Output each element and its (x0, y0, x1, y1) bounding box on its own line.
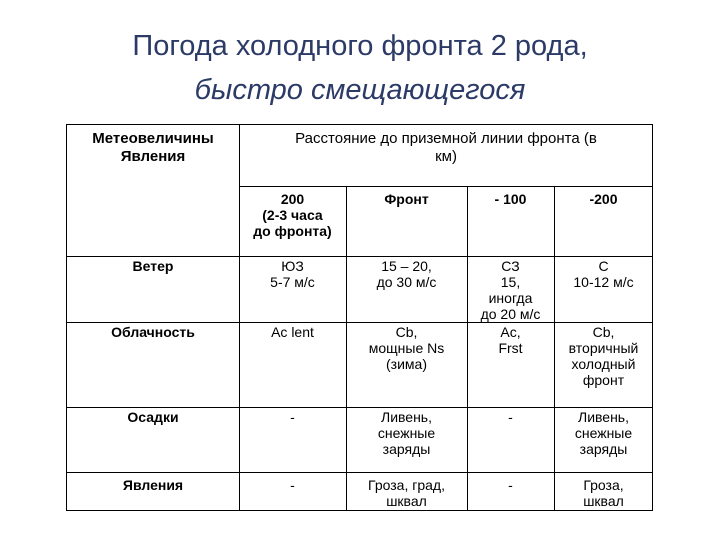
title-line-1: Погода холодного фронта 2 рода, (132, 30, 588, 62)
column-header-front: Фронт (384, 191, 429, 207)
table-rule-row-1 (67, 322, 653, 323)
table-rule-row-2 (67, 407, 653, 408)
cell-phen-front: Гроза, град, шквал (368, 477, 445, 509)
column-header-minus-200: -200 (589, 191, 618, 207)
cell-cloud-front: Cb, мощные Ns (зима) (368, 324, 445, 372)
row-label-phenomena: Явления (122, 477, 184, 493)
table-rule-column-header (67, 256, 653, 257)
cell-wind-200: ЮЗ 5-7 м/с (270, 258, 315, 290)
cell-precip-200: - (290, 409, 295, 425)
row-label-cloudiness: Облачность (111, 324, 195, 340)
cell-wind-front: 15 – 20, до 30 м/с (376, 258, 437, 290)
cell-precip-front: Ливень, снежные заряды (377, 409, 436, 457)
cell-precip-minus-200: Ливень, снежные заряды (574, 409, 633, 457)
slide-title (0, 24, 720, 112)
cell-precip-minus-100: - (508, 409, 513, 425)
cell-phen-200: - (290, 477, 295, 493)
cell-wind-minus-200: С 10-12 м/с (573, 258, 634, 290)
title-line-2: быстро смещающегося (194, 74, 526, 106)
table-rule-distance-header (239, 186, 653, 187)
column-header-200: 200 (2-3 часа до фронта) (253, 191, 332, 239)
table-rule-row-3 (67, 472, 653, 473)
corner-header: Метеовеличины Явления (92, 130, 214, 165)
cell-wind-minus-100: СЗ 15, иногда до 20 м/с (480, 258, 541, 322)
cell-cloud-200: Ac lent (271, 324, 314, 340)
row-label-wind: Ветер (132, 258, 174, 274)
cell-phen-minus-100: - (508, 477, 513, 493)
table-rule-col-1 (239, 125, 240, 511)
cell-cloud-minus-100: Ac, Frst (498, 324, 523, 356)
row-label-precipitation: Осадки (127, 409, 179, 425)
column-header-minus-100: - 100 (494, 191, 527, 207)
cell-cloud-minus-200: Cb, вторичный холодный фронт (568, 324, 639, 388)
distance-header: Расстояние до приземной линии фронта (в км) (295, 130, 597, 165)
weather-table (66, 124, 653, 511)
cell-phen-minus-200: Гроза, шквал (583, 477, 624, 509)
